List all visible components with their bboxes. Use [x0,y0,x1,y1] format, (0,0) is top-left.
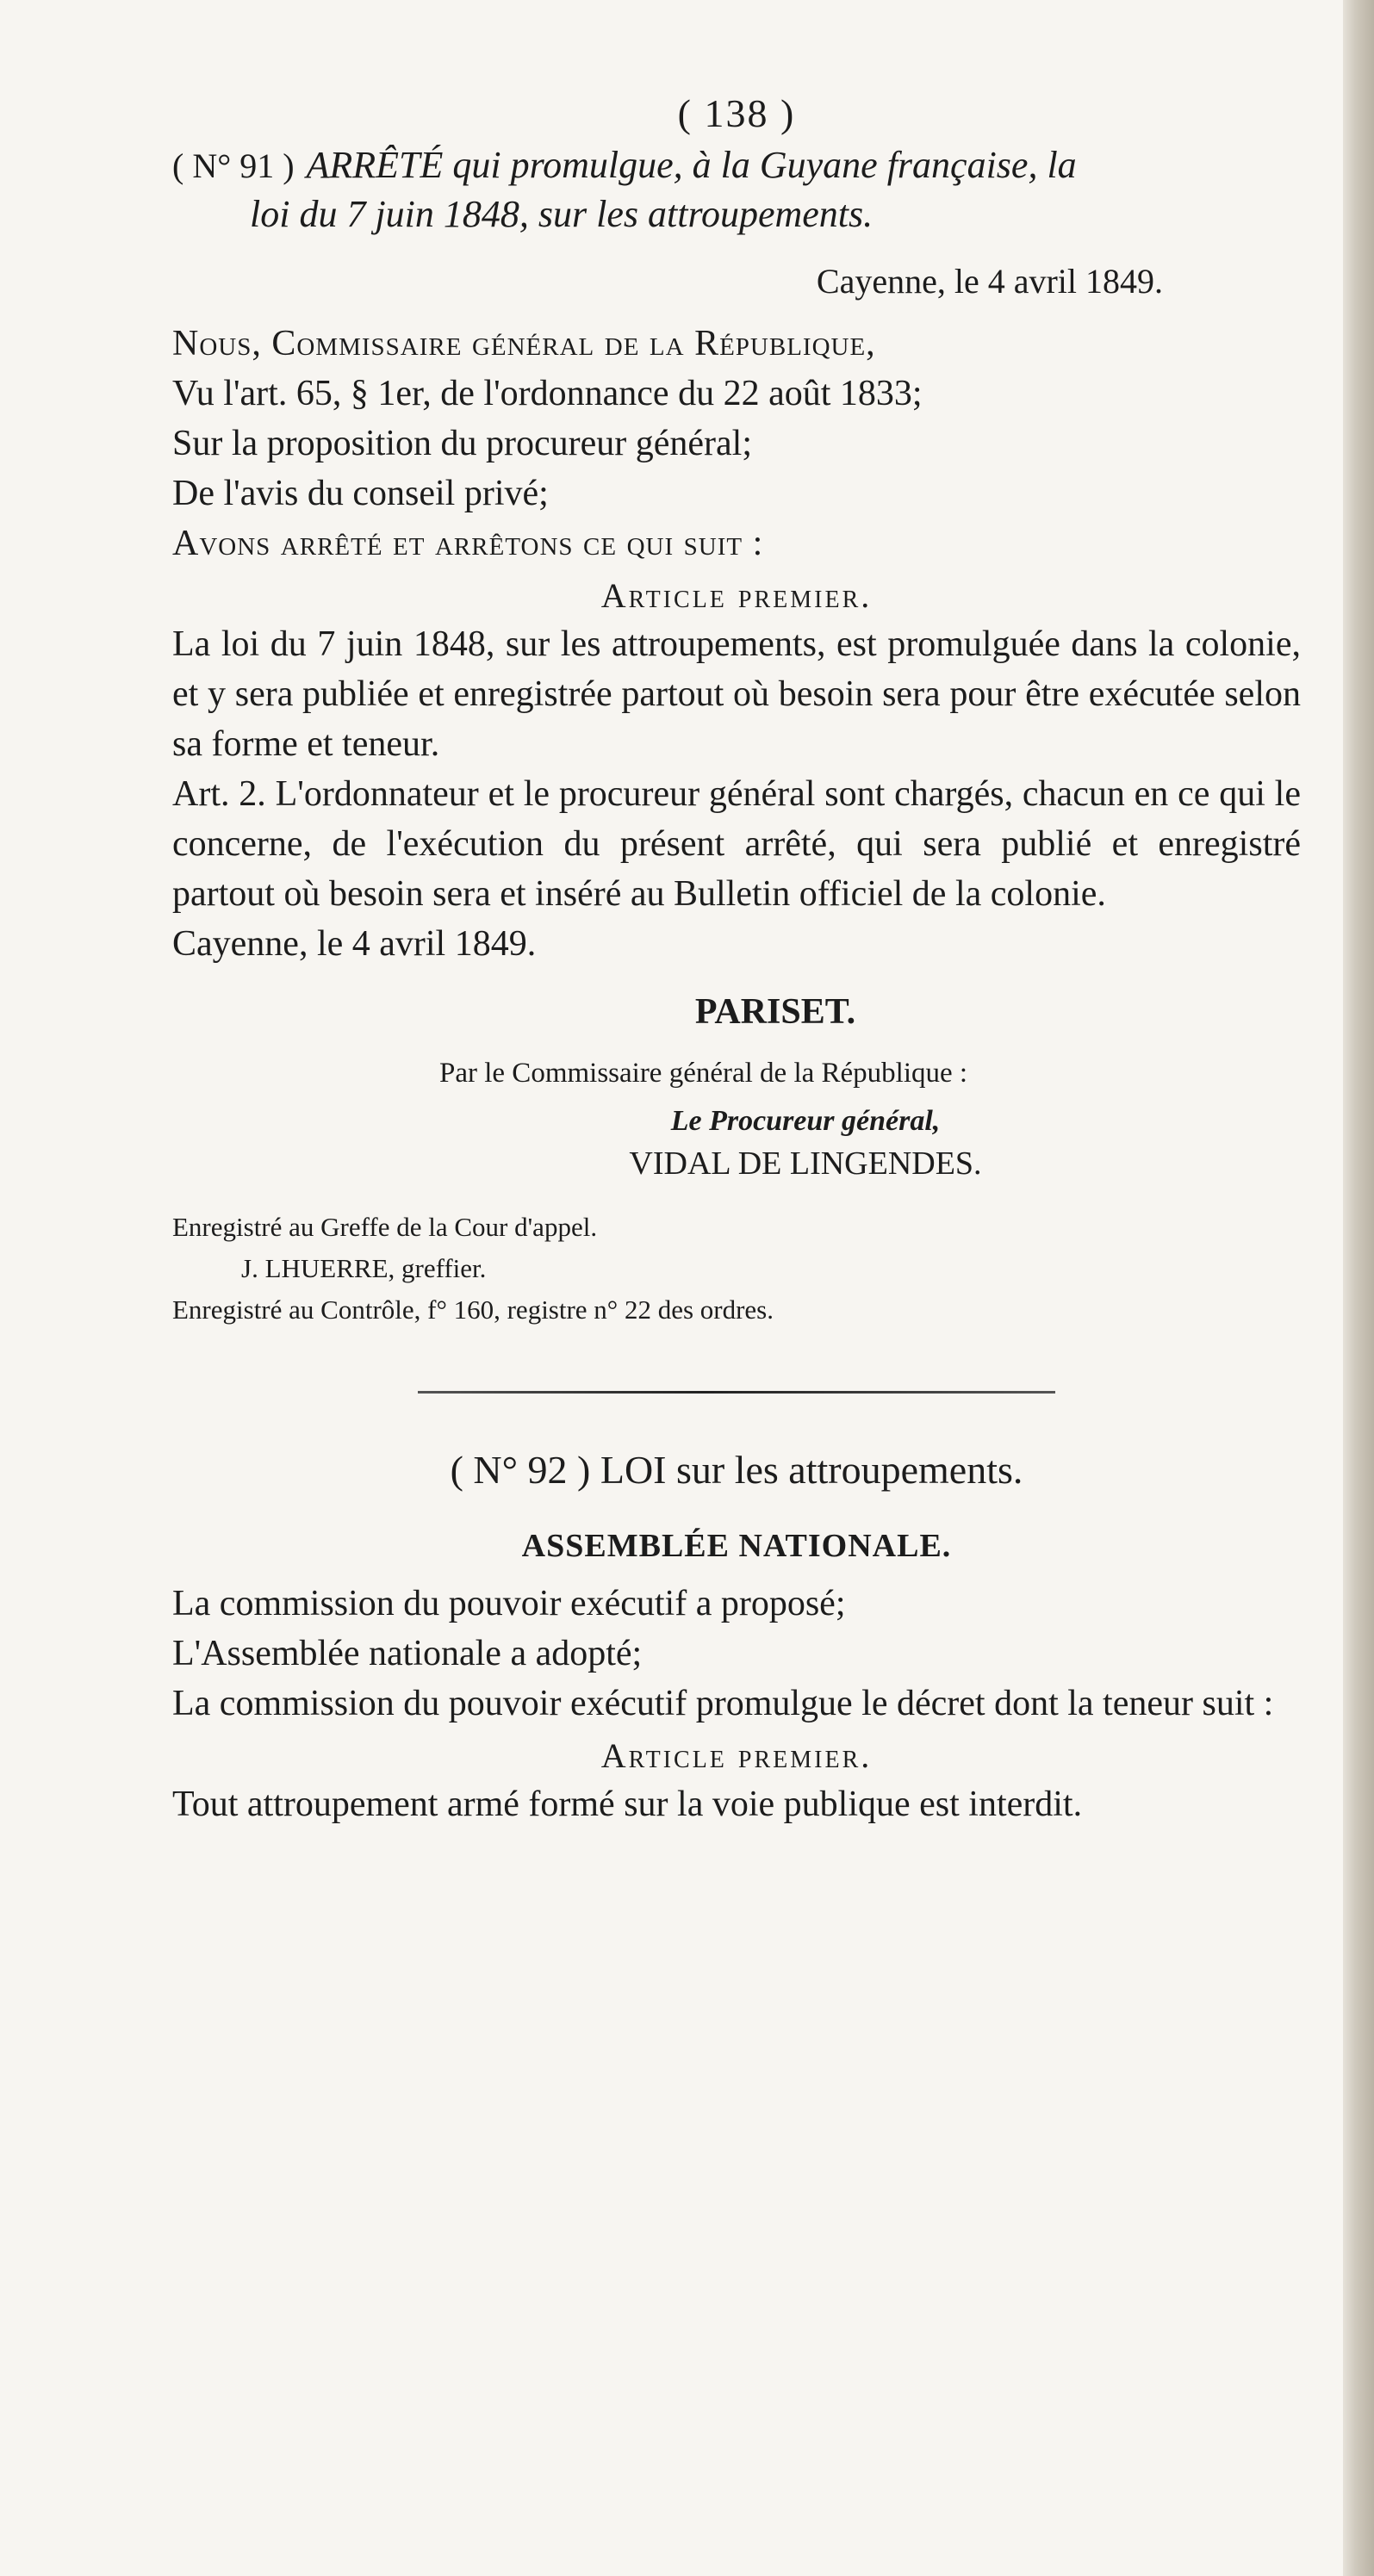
law-92-article-1-text: Tout attroupement armé formé sur la voie publique est interdit. [172,1785,1083,1824]
section-separator-rule [418,1391,1055,1394]
decree-91-title-line-1 [172,141,1301,190]
law-92-heading: ( N° 92 ) LOI sur les attroupements. [450,1448,1023,1492]
decree-91-title-text: ARRÊTÉ qui promulgue, à la Guyane française, la [306,144,1077,186]
decree-91-number: ( N° 91 ) [172,146,295,185]
countersign-role: Le Procureur général, [670,1105,941,1137]
decree-91-preamble-2: Vu l'art. 65, § 1er, de l'ordonnance du 22 août 1833; [172,374,923,413]
decree-91-closing-date: Cayenne, le 4 avril 1849. [172,924,537,964]
page-number: ( 138 ) [677,91,796,135]
decree-91-article-1-text: La loi du 7 juin 1848, sur les attroupements, est promulguée dans la colonie, et y sera publiée et enregistrée partout où besoin sera pour être exécutée selon sa forme et teneur. [172,624,1301,764]
decree-91-preamble-1: Nous, Commissaire général de la République, [172,324,876,363]
decree-91-article-1-title: Article premier. [600,576,873,615]
registry-greffe: Enregistré au Greffe de la Cour d'appel. [172,1212,598,1242]
countersign-name: VIDAL DE LINGENDES. [629,1145,982,1182]
registry-greffier: J. LHUERRE, greffier. [241,1253,487,1283]
law-92-preamble-3: La commission du pouvoir exécutif promulgue le décret dont la teneur suit : [172,1684,1274,1723]
decree-91-title-line-2: loi du 7 juin 1848, sur les attroupements. [250,193,874,235]
decree-91-preamble-4: De l'avis du conseil privé; [172,474,549,513]
decree-91-place-date: Cayenne, le 4 avril 1849. [816,262,1163,301]
law-92-article-1-title: Article premier. [600,1736,873,1775]
decree-91-article-2-text: Art. 2. L'ordonnateur et le procureur général sont chargés, chacun en ce qui le concerne, de l'exécution du présent arrêté, qui sera publié et enregistré partout où besoin sera et inséré au Bulletin officiel de la colonie. [172,774,1301,914]
page-content [172,90,1301,1829]
page-edge-shadow [1343,0,1374,2576]
law-92-preamble-2: L'Assemblée nationale a adopté; [172,1634,643,1673]
law-92-preamble-1: La commission du pouvoir exécutif a proposé; [172,1584,846,1623]
law-92-assembly: ASSEMBLÉE NATIONALE. [521,1528,952,1564]
countersign-label: Par le Commissaire général de la République : [439,1058,968,1089]
decree-91-preamble-3: Sur la proposition du procureur général; [172,424,752,463]
decree-91-preamble-5: Avons arrêté et arrêtons ce qui suit : [172,524,764,563]
registry-controle: Enregistré au Contrôle, f° 160, registre n° 22 des ordres. [172,1294,774,1325]
decree-91-signature: PARISET. [694,992,856,1032]
